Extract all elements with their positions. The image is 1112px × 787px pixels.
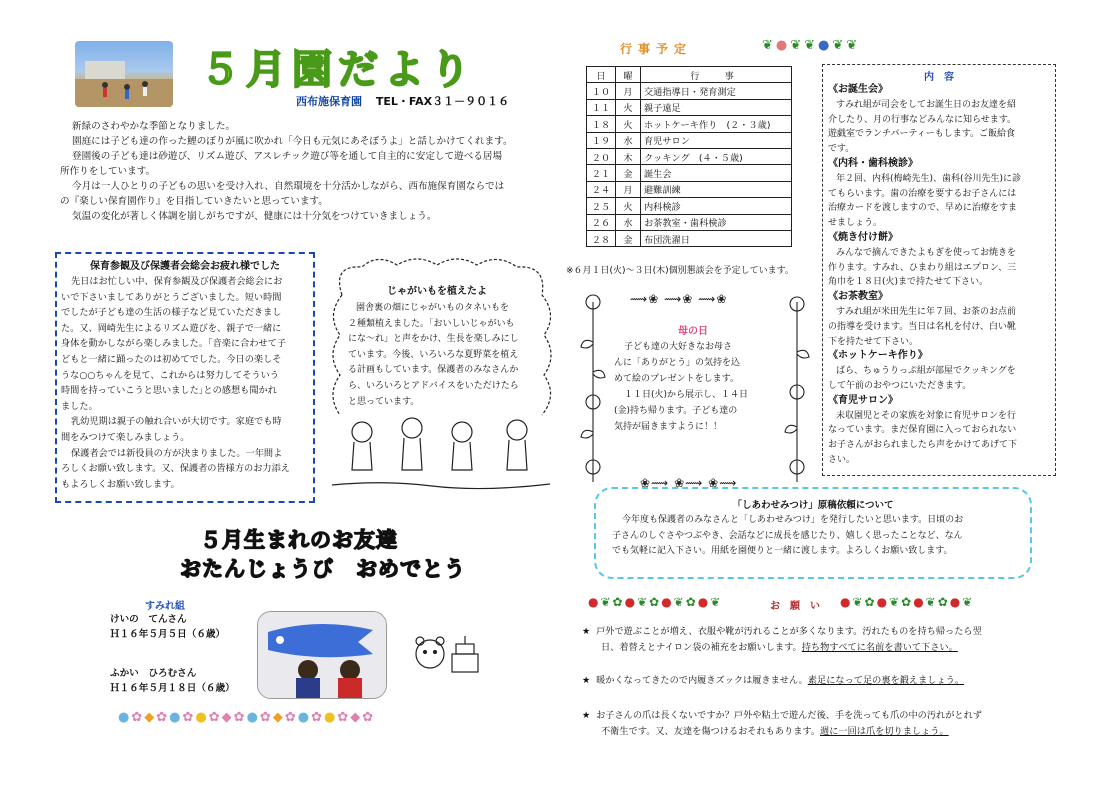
details-text: 《お誕生会》 すみれ組が司会をしてお誕生日のお友達を紹 介したり、月の行事などみんなに知らせます。 遊戯室でランチパーティーもします。ご飯給食 です。 《内科・歯科検診》 年２回、内科(梅崎先生)、歯科(谷川先生)に診 てもらいます。歯の治療を要するお子さんには 治療カードを渡しますので、早めに治療をすま せましょう。 《焼き付け餅》 みんなで摘んできたよもぎを使ってお焼きを 作ります。すみれ、ひまわり組はエプロン、三 角巾を１８日(火)まで持たせて下さい。 《お茶教室》 すみれ組が米田先生に年７回、お茶のお点前 の指導を受けます。当日は名札を付け、白い靴 下を持たせて下さい。 《ホットケーキ作り》 ばら、ちゅうりっぷ組が部屋でクッキングを して午前のおやつにいただきます。 《育児サロン》 未収園児とその家族を対象に育児サロンを行 なっています。まだ保育園に入っておられない お子さんがおられましたら声をかけてあげて下 さい。 xyxy=(828,84,1022,465)
table-row: １８ 火 ホットケーキ作り (２・３歳) xyxy=(587,116,792,132)
header-photo xyxy=(75,41,173,107)
birthday-kid-2: ふかい ひろむさん Ｈ１６年５月１８日（６歳） xyxy=(110,668,235,694)
table-row: 日 曜 行 事 xyxy=(587,67,792,83)
parents-meeting-title: 保育参観及び保護者会総会お疲れ様でした xyxy=(90,261,280,272)
intro-paragraph: 新緑のさわやかな季節となりました。 園庭には子ども達の作った鯉のぼりが風に吹かれ「今日も元気にあそぼうよ」と話しかけてくれます。 登園後の子ども達は砂遊び、リズム遊び、アスレチック遊び等を通して自主的に安定して遊べる居場 所作りをしています。 今月は一人ひとりの子どもの思いを受け入れ、自然環境を十分活かしながら、西布施保育園ならでは の『楽しい保育園作り』を目指していきたいと思っています。 気温の変化が著しく体調を崩しがちですが、健康には十分気をつけていきましょう。 xyxy=(60,121,513,222)
potato-text: 園舎裏の畑にじゃがいものタネいもを ２種類植えました。「おいしいじゃがいも にな～れ」と声をかけ、生長を楽しみにし ています。今後、いろいろな夏野菜を植え る計画もしています。保護者のみなさんか ら、いろいろとアドバイスをいただけたら と思っています。 xyxy=(348,303,519,407)
manuscript-title: 「しあわせみつけ」原稿依頼について xyxy=(732,500,894,511)
children-playing-illustration xyxy=(75,41,173,107)
flower-border-right xyxy=(782,292,812,492)
children-planting-illustration xyxy=(322,410,560,500)
bottom-left-decoration: ●✿◆✿●✿●✿◆✿●✿◆✿●✿●✿◆✿ xyxy=(118,710,376,725)
schedule-title: 行事予定 xyxy=(620,42,693,56)
parents-meeting-box xyxy=(55,252,315,503)
bear-cake-illustration xyxy=(410,626,484,684)
requests-title: お 願 い xyxy=(770,601,820,612)
mothers-day-title: 母の日 xyxy=(678,326,708,337)
requests-decoration-left: ●❦✿●❦✿●❦✿●❦ xyxy=(588,595,723,609)
table-row: ２５ 火 内科検診 xyxy=(587,198,792,214)
birthday-kid-1: けいの てんさん Ｈ１６年５月５日（６歳） xyxy=(110,614,226,640)
manuscript-text: 今年度も保護者のみなさんと「しあわせみつけ」を発行したいと思います。日頃のお 子さんのしぐさやつぶやき、会話などに成長を感じたり、嬉しく思ったことなど、なん でも気軽に記入下さい。用紙を園便りと一緒に渡します。よろしくお願い致します。 xyxy=(612,515,964,556)
requests-decoration-right: ●❦✿●❦✿●❦✿●❦ xyxy=(840,595,975,609)
top-right-decoration: ❦●❦❦●❦❦ xyxy=(762,38,861,53)
table-row: ２８ 金 布団洗濯日 xyxy=(587,230,792,246)
schedule-note: ※６月１日(火)～３日(木)個別懇談会を予定しています。 xyxy=(566,266,794,276)
table-row: １９ 水 育児サロン xyxy=(587,132,792,148)
table-row: ２１ 金 誕生会 xyxy=(587,165,792,181)
org-name: 西布施保育園 xyxy=(296,95,362,108)
flower-border-top: ⟿❀ ⟿❀ ⟿❀ xyxy=(630,292,728,306)
potato-title: じゃがいもを植えたよ xyxy=(387,286,487,297)
table-row: ２４ 月 避難訓練 xyxy=(587,181,792,197)
birthday-photo xyxy=(257,611,387,699)
request-item-2: ★ 暖かくなってきたので内履きズックは履きません。素足になって足の裏を鍛えましょう。 xyxy=(582,675,965,686)
mothers-day-text: 子ども達の大好きなお母さ んに「ありがとう」の気持を込 めて絵のプレゼントをします。 １１日(火)から展示し、１４日 (金)持ち帰ります。子ども達の 気持が届きますように！！ xyxy=(614,342,749,432)
star-icon: ★ xyxy=(582,710,591,721)
star-icon: ★ xyxy=(582,626,591,637)
koinobori-children-photo xyxy=(258,612,386,698)
schedule-table xyxy=(586,66,792,247)
potato-cloud-frame xyxy=(322,255,560,500)
flower-border-left xyxy=(578,292,608,492)
birthday-title-line2: おたんじょうび おめでとう xyxy=(180,557,466,581)
page-title: ５月園だより xyxy=(200,47,476,93)
birthday-title-line1: ５月生まれのお友達 xyxy=(200,528,398,552)
details-title: 内 容 xyxy=(924,72,954,83)
table-row: １１ 火 親子遠足 xyxy=(587,99,792,115)
table-row: ２０ 木 クッキング (４・５歳) xyxy=(587,148,792,164)
request-item-3: ★ お子さんの爪は長くないですか？戸外や粘土で遊んだ後、手を洗っても爪の中の汚れがとれず 不衛生です。又、友達を傷つけるおそれもあります。週に一回は爪を切りましょう。 xyxy=(582,710,982,737)
parents-meeting-text: 先日はお忙しい中、保育参観及び保護者会総会にお いで下さいましてありがとうございました。短い時間 でしたが子ども達の生活の様子など見ていただきまし た。又、岡崎先生によるリズム遊びを、親子で一緒に 身体を動かしながら楽しみました。｢音楽に合わせて子 どもと一緒に踊ったのは初めてでした。今日の楽しそ うな○○ちゃんを見て、これからは努力してそういう 時間を持っていこうと思いました｣との感想も聞かれ ました。 乳幼児期は親子の触れ合いが大切です。家庭でも時 間をみつけて楽しみましょう。 保護者会では新役員の方が決まりました。一年間よ ろしくお願い致します。又、保護者の皆様方のお力添え もよろしくお願い致します。 xyxy=(61,276,290,490)
table-row: １０ 月 交通指導日・発育測定 xyxy=(587,83,792,99)
star-icon: ★ xyxy=(582,675,591,686)
phone-number: TEL・FAX３１－９０１６ xyxy=(375,95,510,108)
details-box xyxy=(822,64,1056,476)
table-row: ２６ 水 お茶教室・歯科検診 xyxy=(587,214,792,230)
request-item-1: ★ 戸外で遊ぶことが増え、衣服や靴が汚れることが多くなります。汚れたものを持ち帰ったら翌 日、着替えとナイロン袋の補充をお願いします。持ち物すべてに名前を書いて下さい。 xyxy=(582,626,982,653)
contact-line xyxy=(296,93,509,109)
class-label: すみれ組 xyxy=(145,601,185,612)
flower-border-bottom: ❀⟿ ❀⟿ ❀⟿ xyxy=(640,476,738,490)
manuscript-box xyxy=(594,487,1032,579)
